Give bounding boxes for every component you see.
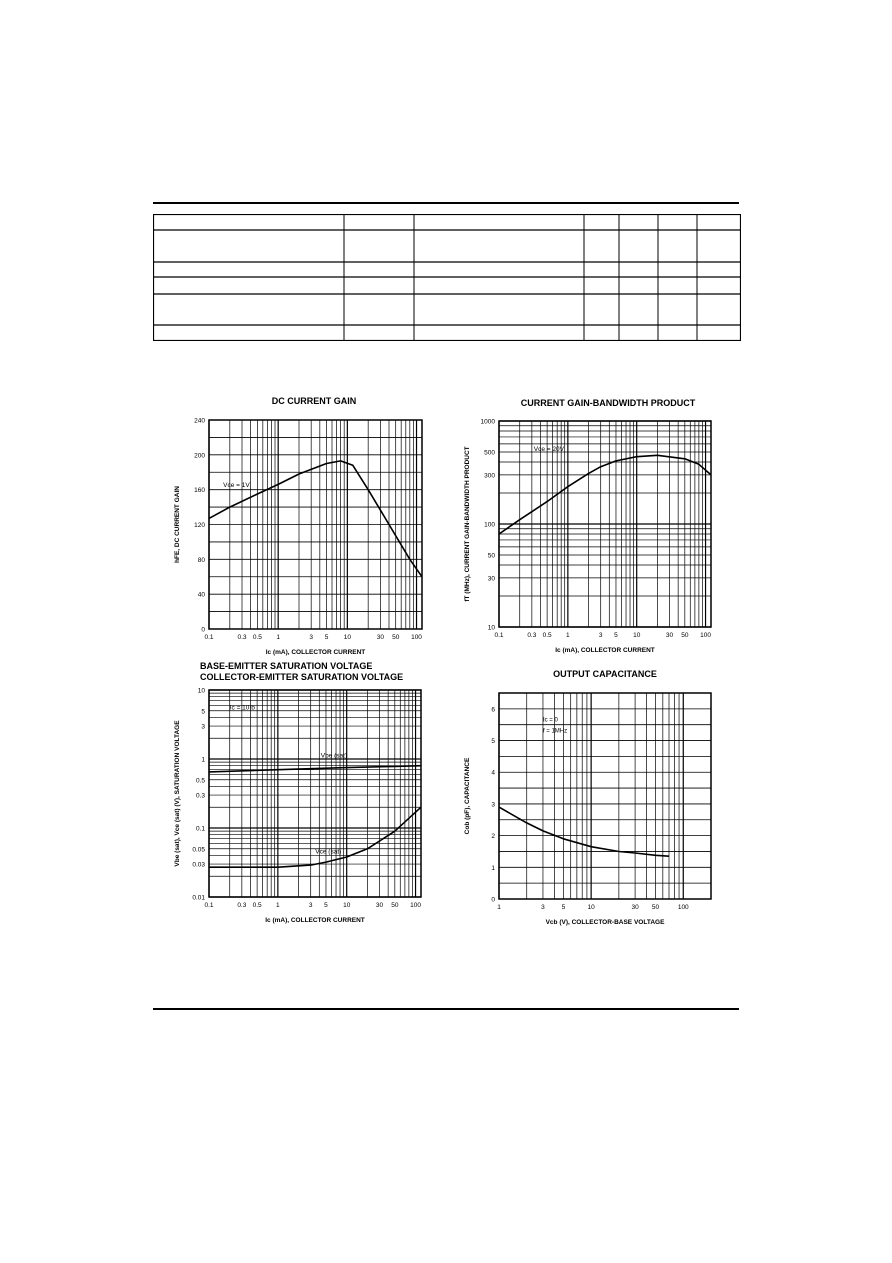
x-tick-label: 30 — [376, 634, 384, 641]
x-tick-label: 100 — [700, 632, 711, 639]
y-tick-label: 3 — [201, 723, 205, 731]
y-tick-label: 40 — [197, 591, 205, 599]
x-tick-label: 50 — [651, 904, 660, 911]
x-tick-label: 50 — [392, 634, 400, 641]
annotation-vce: Vce = 1V — [223, 482, 250, 490]
y-tick-label: 120 — [194, 522, 205, 529]
x-tick-label: 3 — [309, 634, 313, 641]
annotation-ic-ib: Ic = 10Ib — [229, 704, 255, 712]
annotation-vce: Vce = 20V — [533, 446, 564, 454]
x-tick-label: 100 — [677, 904, 689, 911]
y-tick-label: 2 — [491, 833, 495, 841]
y-tick-label: 0.05 — [192, 846, 205, 854]
y-tick-label: 0 — [201, 626, 205, 634]
y-tick-label: 0.03 — [192, 861, 205, 869]
series-line-1 — [499, 455, 711, 534]
annotation-freq: f = 1MHz — [542, 728, 568, 735]
x-tick-label: 3 — [598, 632, 603, 639]
y-tick-label: 1 — [491, 864, 495, 872]
chart4-title: OUTPUT CAPACITANCE — [553, 669, 657, 679]
x-tick-label: 10 — [587, 904, 595, 911]
x-tick-label: 30 — [375, 902, 384, 909]
series-line-1 — [209, 766, 421, 772]
y-tick-label: 100 — [484, 521, 495, 529]
x-tick-label: 3 — [308, 902, 313, 909]
annotation-vce-sat: Vce (sat) — [315, 848, 342, 856]
chart-4 — [464, 693, 711, 926]
chart-3 — [174, 688, 421, 925]
x-tick-label: 50 — [391, 902, 399, 909]
x-tick-label: 5 — [324, 634, 329, 641]
chart3-subtitle: COLLECTOR-EMITTER SATURATION VOLTAGE — [200, 672, 404, 682]
x-tick-label: 0.3 — [237, 634, 247, 641]
y-axis-label: Cob (pF), CAPACITANCE — [464, 757, 471, 835]
x-tick-label: 100 — [411, 634, 422, 641]
y-tick-label: 500 — [484, 449, 495, 457]
y-tick-label: 10 — [197, 687, 205, 695]
y-tick-label: 160 — [194, 487, 205, 495]
plot-frame — [209, 690, 421, 897]
y-tick-label: 4 — [491, 769, 495, 777]
y-tick-label: 1 — [201, 756, 205, 764]
x-tick-label: 0.3 — [527, 632, 537, 639]
x-tick-label: 0.1 — [204, 902, 214, 909]
chart-1 — [174, 418, 422, 657]
annotation-ic: Ic = 0 — [542, 717, 558, 724]
y-tick-label: 80 — [197, 556, 205, 564]
y-tick-label: 50 — [487, 552, 495, 560]
y-tick-label: 1000 — [480, 418, 495, 426]
x-tick-label: 0.5 — [252, 902, 262, 909]
y-tick-label: 300 — [484, 472, 495, 480]
y-tick-label: 0.01 — [192, 894, 205, 902]
y-tick-label: 240 — [194, 417, 205, 425]
y-tick-label: 10 — [487, 624, 495, 632]
y-tick-label: 3 — [491, 801, 495, 809]
y-axis-label: hFE, DC CURRENT GAIN — [174, 486, 181, 563]
x-axis-label: Vcb (V), COLLECTOR-BASE VOLTAGE — [545, 919, 665, 926]
y-tick-label: 0 — [491, 896, 495, 904]
y-axis-label: Vbe (sat), Vce (sat) (V), SATURATION VOLTAGE — [174, 720, 181, 867]
x-tick-label: 1 — [566, 632, 570, 639]
y-tick-label: 0.1 — [195, 825, 205, 833]
x-tick-label: 3 — [541, 904, 545, 911]
y-axis-label: fT (MHz), CURRENT GAIN-BANDWIDTH PRODUCT — [464, 446, 471, 602]
y-tick-label: 0.5 — [195, 777, 205, 785]
chart1-title: DC CURRENT GAIN — [271, 396, 357, 406]
x-tick-label: 1 — [497, 904, 501, 911]
series-line-2 — [209, 807, 421, 867]
x-tick-label: 1 — [276, 634, 280, 641]
x-tick-label: 50 — [681, 632, 689, 639]
y-tick-label: 6 — [491, 706, 495, 714]
bottom-rule — [153, 1008, 739, 1010]
x-tick-label: 100 — [410, 902, 421, 909]
x-tick-label: 0.1 — [494, 632, 504, 639]
y-tick-label: 30 — [487, 575, 495, 583]
annotation-vbe-sat: Vbe (sat) — [320, 752, 348, 760]
x-tick-label: 0.1 — [204, 634, 214, 641]
x-tick-label: 0.5 — [252, 634, 262, 641]
y-tick-label: 200 — [194, 452, 205, 460]
y-tick-label: 0.3 — [195, 792, 205, 800]
x-tick-label: 0.5 — [542, 632, 552, 639]
y-tick-label: 5 — [491, 738, 495, 746]
y-tick-label: 5 — [201, 708, 205, 716]
x-tick-label: 5 — [324, 902, 328, 909]
x-axis-label: Ic (mA), COLLECTOR CURRENT — [555, 647, 655, 654]
x-axis-label: Ic (mA), COLLECTOR CURRENT — [265, 649, 366, 656]
series-line-1 — [499, 807, 669, 856]
chart3-title: BASE-EMITTER SATURATION VOLTAGE — [200, 661, 373, 671]
x-tick-label: 10 — [343, 902, 351, 909]
x-tick-label: 10 — [633, 632, 641, 639]
chart-2 — [464, 419, 711, 655]
x-tick-label: 5 — [561, 904, 566, 911]
x-tick-label: 5 — [614, 632, 618, 639]
x-tick-label: 1 — [276, 902, 280, 909]
x-tick-label: 10 — [343, 634, 351, 641]
x-tick-label: 30 — [631, 904, 639, 911]
x-axis-label: Ic (mA), COLLECTOR CURRENT — [265, 917, 365, 924]
chart2-title: CURRENT GAIN-BANDWIDTH PRODUCT — [520, 398, 696, 408]
x-tick-label: 30 — [665, 632, 674, 639]
x-tick-label: 0.3 — [237, 902, 247, 909]
